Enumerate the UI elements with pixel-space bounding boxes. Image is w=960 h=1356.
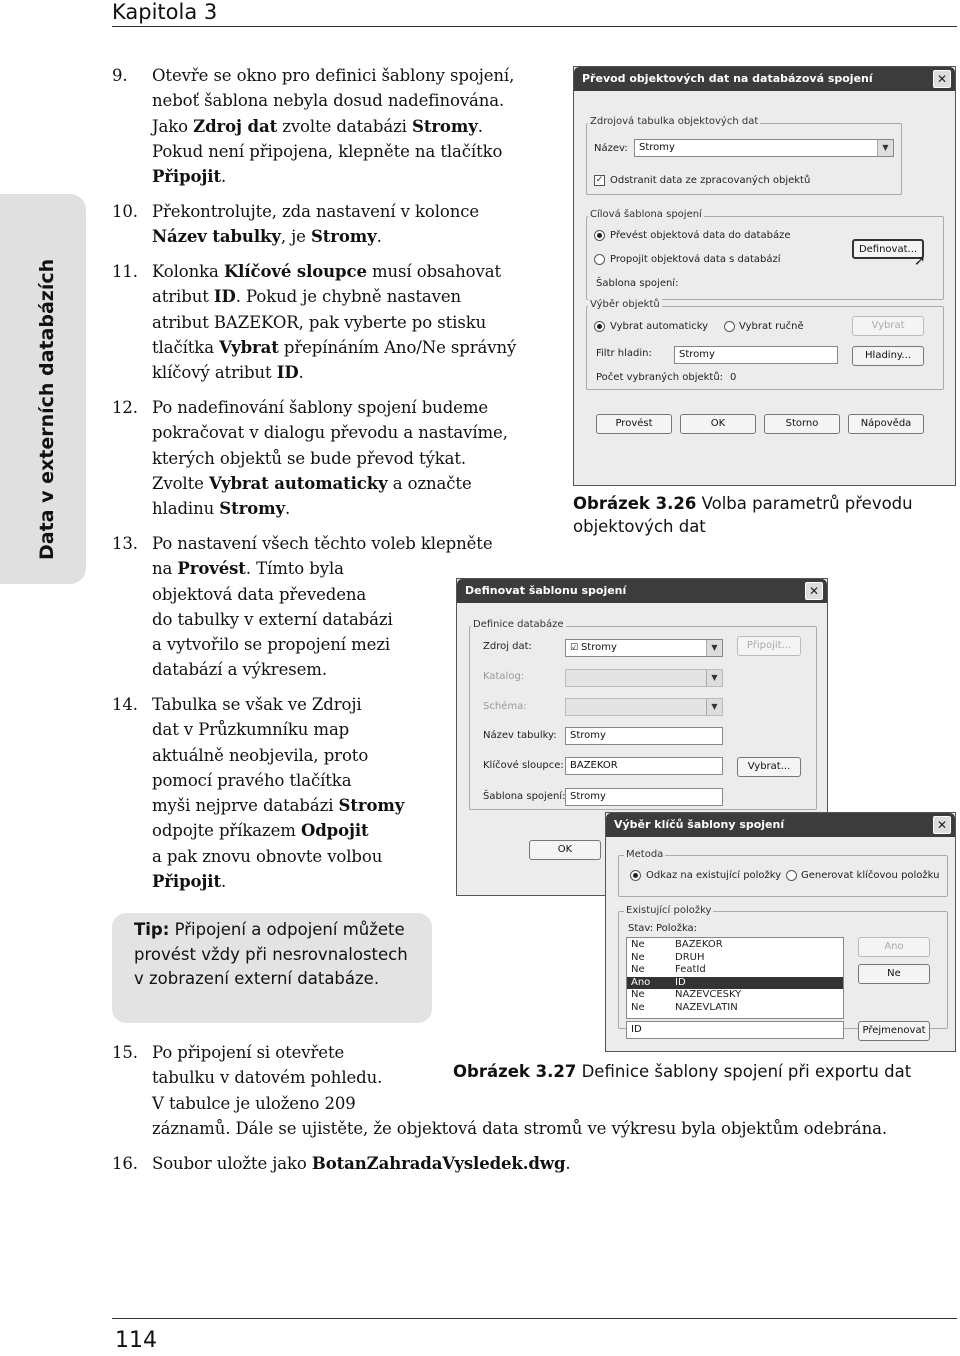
convert-radio[interactable] <box>594 230 605 241</box>
select-button[interactable]: Vybrat <box>852 316 924 336</box>
chevron-down-icon: ▼ <box>877 140 893 156</box>
step-line: dat v Průzkumníku map <box>152 720 350 740</box>
list-item[interactable]: Ne FeatId <box>631 964 706 975</box>
select-keys-button[interactable]: Vybrat... <box>737 757 801 777</box>
step-line: Pokud není připojena, klepněte na tlačítko <box>152 141 503 161</box>
list-item-selected[interactable]: Ano ID <box>627 977 843 990</box>
step-line: tlačítka Vybrat přepínáním Ano/Ne správný <box>152 337 517 357</box>
manual-select-radio[interactable] <box>724 321 735 332</box>
count-value: 0 <box>730 372 737 383</box>
filter-label: Filtr hladin: <box>596 348 652 359</box>
dialog-title: Definovat šablonu spojení <box>457 579 827 603</box>
existing-radio[interactable] <box>630 870 641 881</box>
dialog-title: Převod objektových dat na databázová spojení <box>574 67 955 91</box>
link-radio-label: Propojit objektová data s databází <box>610 254 781 265</box>
name-select[interactable]: Stromy ▼ <box>634 139 894 157</box>
close-icon[interactable]: ✕ <box>805 582 823 600</box>
chevron-down-icon: ▼ <box>706 670 722 686</box>
chevron-down-icon: ▼ <box>706 699 722 715</box>
schema-select[interactable] <box>565 698 723 716</box>
cursor-icon: ➚ <box>914 253 926 269</box>
group-label: Metoda <box>626 849 664 860</box>
keys-input[interactable]: BAZEKOR <box>565 757 723 775</box>
group-label: Výběr objektů <box>590 299 660 310</box>
figure-caption-3-26: Obrázek 3.26 Volba parametrů převodu objektových dat <box>573 494 913 536</box>
step-line: V tabulce je uloženo 209 <box>152 1093 356 1113</box>
name-label: Název: <box>594 143 628 154</box>
convert-radio-label: Převést objektová data do databáze <box>610 230 791 241</box>
step-line: Po nadefinování šablony spojení budeme <box>152 398 489 417</box>
tip-box <box>112 913 432 1023</box>
step-line: aktuálně neobjevila, proto <box>152 745 369 765</box>
layers-button[interactable]: Hladiny... <box>852 346 924 366</box>
step-line: pokračovat v dialogu převodu a nastavíme, <box>152 423 508 443</box>
header-rule <box>112 26 957 27</box>
chapter-title: Kapitola 3 <box>112 0 218 24</box>
step-line: klíčový atribut ID. <box>152 363 304 383</box>
step-line: Připojit. <box>152 167 227 187</box>
step-line: Zvolte Vybrat automaticky a označte <box>152 473 472 493</box>
table-input[interactable]: Stromy <box>565 727 723 745</box>
execute-button[interactable]: Provést <box>596 414 672 434</box>
step-line: tabulku v datovém pohledu. <box>152 1068 383 1088</box>
group-label: Zdrojová tabulka objektových dat <box>590 116 759 127</box>
step-line: Po připojení si otevřete <box>152 1043 345 1062</box>
step-line: na Provést. Tímto byla <box>152 559 344 579</box>
source-label: Zdroj dat: <box>483 641 532 652</box>
step-line: do tabulky v externí databázi <box>152 609 393 629</box>
group-label: Existující položky <box>626 905 712 916</box>
step-line: neboť šablona nebyla dosud nadefinována. <box>152 91 505 111</box>
catalog-label: Katalog: <box>483 671 525 682</box>
step-line: Tabulka se však ve Zdroji <box>152 695 362 714</box>
tip-text: Připojení a odpojení můžete provést vždy při nesrovnalostech v zobrazení externí databáze. <box>134 920 408 988</box>
template-label: Šablona spojení: <box>483 791 566 802</box>
no-button[interactable]: Ne <box>858 964 930 984</box>
ok-button[interactable]: OK <box>680 414 756 434</box>
list-item[interactable]: Ne DRUH <box>631 951 705 963</box>
step-line: Po nastavení všech těchto voleb klepněte <box>152 534 493 553</box>
step-line: a pak znovu obnovte volbou <box>152 846 383 866</box>
remove-data-label: Odstranit data ze zpracovaných objektů <box>610 175 811 186</box>
filter-input[interactable]: Stromy <box>674 346 838 364</box>
close-icon[interactable]: ✕ <box>933 70 951 88</box>
count-label: Počet vybraných objektů: <box>596 372 724 383</box>
link-radio[interactable] <box>594 254 605 265</box>
cancel-button[interactable]: Storno <box>764 414 840 434</box>
group-label: Definice databáze <box>473 619 564 630</box>
step-line: a vytvořilo se propojení mezi <box>152 635 391 655</box>
yes-button[interactable]: Ano <box>858 937 930 957</box>
define-button[interactable]: Definovat... <box>852 239 924 259</box>
step-line: Soubor uložte jako BotanZahradaVysledek.dwg. <box>152 1154 571 1173</box>
catalog-select[interactable] <box>565 669 723 687</box>
step-line: myši nejprve databázi Stromy <box>152 796 405 816</box>
step-line: záznamů. Dále se ujistěte, že objektová data stromů ve výkresu byla objektům odebrána. <box>152 1118 888 1138</box>
page-number: 114 <box>115 1328 157 1353</box>
close-icon[interactable]: ✕ <box>933 816 951 834</box>
column-header-item: Položka: <box>656 923 698 934</box>
step-line: Kolonka Klíčové sloupce musí obsahovat <box>152 262 502 281</box>
step-line: Jako Zdroj dat zvolte databázi Stromy. <box>152 116 483 136</box>
step-line: Otevře se okno pro definici šablony spojení, <box>152 66 515 85</box>
existing-radio-label: Odkaz na existující položky <box>646 870 782 881</box>
step-line: Připojit. <box>152 872 227 892</box>
manual-select-label: Vybrat ručně <box>739 321 804 332</box>
footer-rule <box>112 1318 957 1319</box>
ok-button[interactable]: OK <box>529 840 601 860</box>
step-line: pomocí pravého tlačítka <box>152 770 352 790</box>
keys-label: Klíčové sloupce: <box>483 760 564 771</box>
connect-button[interactable]: Připojit... <box>737 636 801 656</box>
auto-select-label: Vybrat automaticky <box>610 321 709 332</box>
figure-caption-3-27: Obrázek 3.27 Definice šablony spojení při exportu dat <box>453 1062 912 1081</box>
step-line: atribut ID. Pokud je chybně nastaven <box>152 287 462 307</box>
step-line: databází a výkresem. <box>152 660 327 680</box>
help-button[interactable]: Nápověda <box>848 414 924 434</box>
tip-label: Tip: <box>134 920 170 939</box>
generate-radio-label: Generovat klíčovou položku <box>801 870 940 881</box>
step-line: Název tabulky, je Stromy. <box>152 227 382 247</box>
chevron-down-icon: ▼ <box>706 640 722 656</box>
template-input[interactable]: Stromy <box>565 788 723 806</box>
list-item[interactable]: Ne BAZEKOR <box>631 939 723 950</box>
step-line: objektová data převedena <box>152 584 367 604</box>
table-label: Název tabulky: <box>483 730 557 741</box>
step-line: hladinu Stromy. <box>152 499 291 519</box>
step-line: Překontrolujte, zda nastavení v kolonce <box>152 202 480 221</box>
template-label: Šablona spojení: <box>596 278 679 289</box>
auto-select-radio[interactable] <box>594 321 605 332</box>
rename-input[interactable]: ID <box>626 1021 844 1039</box>
step-line: odpojte příkazem Odpojit <box>152 821 369 841</box>
fields-list[interactable] <box>626 937 844 1019</box>
group-label: Cílová šablona spojení <box>590 209 702 220</box>
step-line: atribut BAZEKOR, pak vyberte po stisku <box>152 312 487 332</box>
convert-dialog <box>573 66 956 486</box>
step-line: kterých objektů se bude převod týkat. <box>152 448 467 468</box>
generate-radio[interactable] <box>786 870 797 881</box>
source-select[interactable]: ☑ Stromy ▼ <box>565 639 723 657</box>
key-selection-dialog <box>605 812 956 1052</box>
list-item[interactable]: Ne NAZEVCESKY <box>631 989 742 1000</box>
list-item[interactable]: Ne NAZEVLATIN <box>631 1001 738 1013</box>
remove-data-checkbox[interactable]: ✓ <box>595 175 604 185</box>
column-header-state: Stav: <box>628 923 654 934</box>
dialog-title: Výběr klíčů šablony spojení <box>606 813 955 837</box>
side-tab-label: Data v externích databázích <box>36 258 58 560</box>
schema-label: Schéma: <box>483 701 527 712</box>
rename-button[interactable]: Přejmenovat <box>858 1021 930 1041</box>
